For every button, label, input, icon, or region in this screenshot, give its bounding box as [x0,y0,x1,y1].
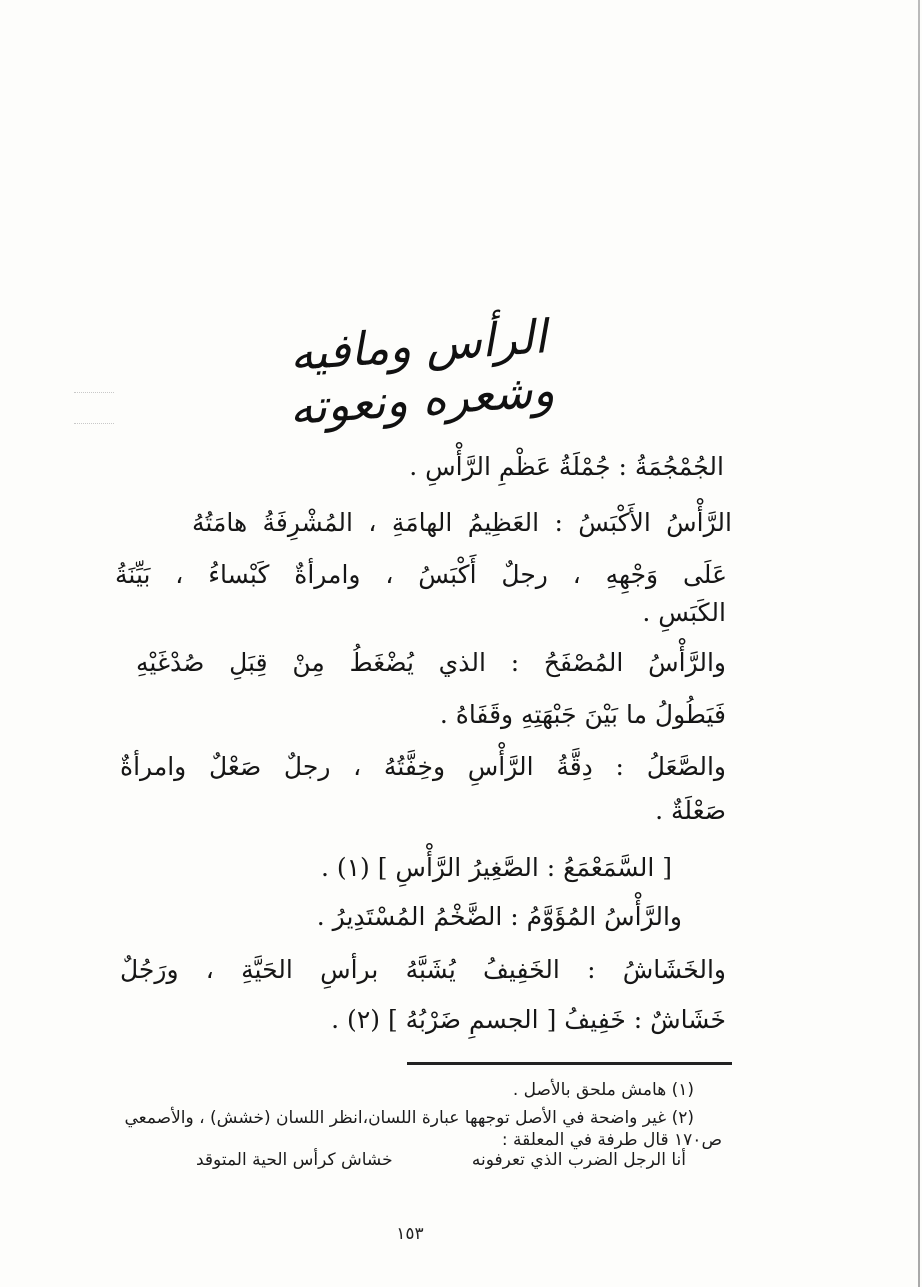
verse-hemistich-right: أنا الرجل الضرب الذي تعرفونه [471,1150,686,1170]
footnote-1: (١) هامش ملحق بالأصل . [512,1080,694,1100]
page-edge-shadow [918,0,920,1287]
body-line-6: فَيَطُولُ ما بَيْنَ جَبْهَتِهِ وقَفَاهُ . [439,700,726,729]
chapter-title: الرأس ومافيه وشعره ونعوته [287,309,557,436]
body-line-4: الكَبَسِ . [642,598,726,627]
verse-hemistich-left: خشاش كرأس الحية المتوقد [196,1150,393,1170]
body-line-2: الرَّأْسُ الأَكْبَسُ : العَظِيمُ الهامَةِ ، المُشْرِفَةُ هامَتُهُ [192,508,732,537]
body-line-7: والصَّعَلُ : دِقَّةُ الرَّأْسِ وخِفَّتُهُ ، رجلٌ صَعْلٌ وامرأةٌ [120,752,726,781]
body-line-11: والخَشَاشُ : الخَفِيفُ يُشَبَّهُ برأسِ الحَيَّةِ ، ورَجُلٌ [120,955,726,984]
body-line-5: والرَّأْسُ المُصْفَحُ : الذي يُضْغَطُ مِنْ قِبَلِ صُدْغَيْهِ [136,648,726,677]
body-line-1: الجُمْجُمَةُ : جُمْلَةُ عَظْمِ الرَّأْسِ . [409,452,724,481]
body-line-3: عَلَى وَجْهِهِ ، رجلٌ أَكْبَسُ ، وامرأةٌ كَبْساءُ ، بَيِّنَةُ [115,560,727,589]
verse-line [196,1150,686,1170]
body-line-12: خَشَاشٌ : خَفِيفُ [ الجسمِ ضَرْبُهُ ] (٢) . [331,1005,726,1034]
body-line-10: والرَّأْسُ المُؤَوَّمُ : الضَّخْمُ المُسْتَدِيرُ . [316,902,682,931]
footnote-2: (٢) غير واضحة في الأصل توجهها عبارة اللسان،انظر اللسان (خشش) ، والأصمعي [124,1108,694,1128]
page-number: ١٥٣ [396,1224,424,1244]
footnote-separator [407,1062,732,1065]
body-line-9: [ السَّمَعْمَعُ : الصَّغِيرُ الرَّأْسِ ] (١) . [320,853,672,882]
footnote-3: ص١٧٠ قال طرفة في المعلقة : [501,1130,722,1150]
body-line-8: صَعْلَةٌ . [655,796,726,825]
margin-marks [74,392,114,424]
